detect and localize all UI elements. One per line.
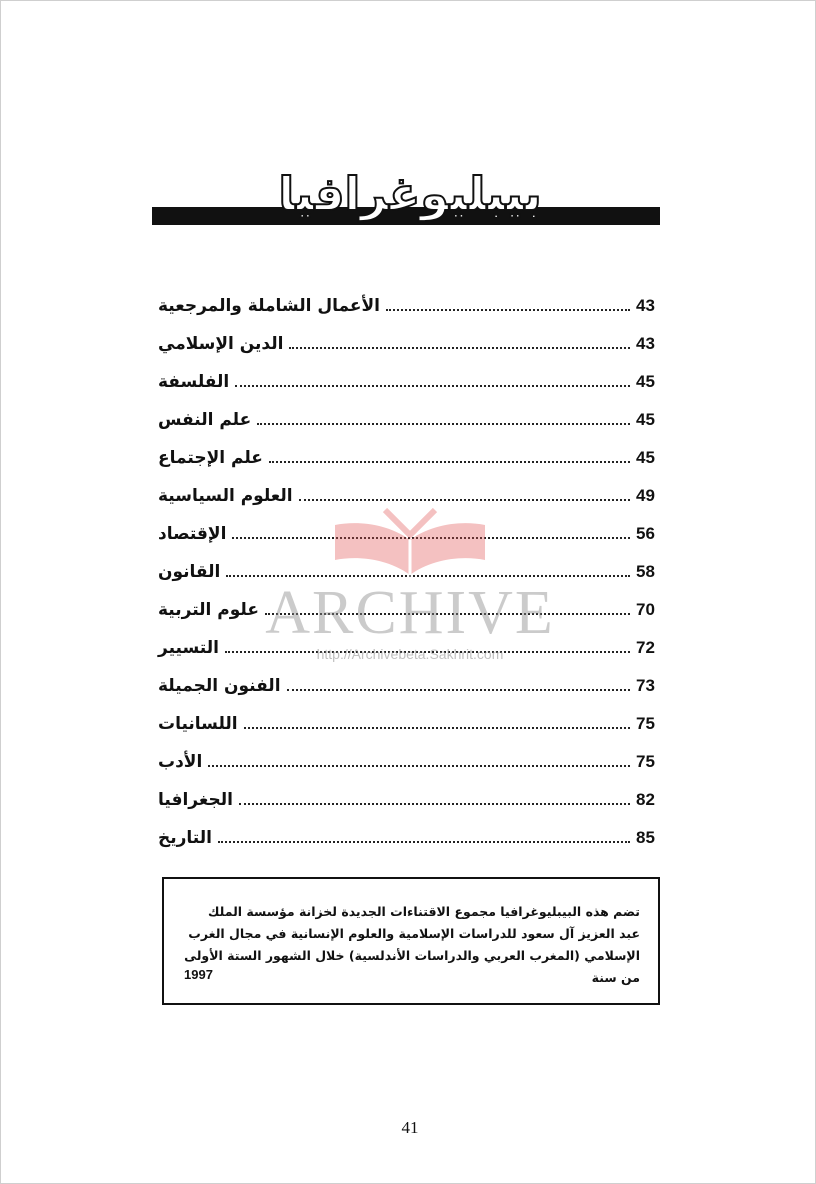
toc-leader: [257, 422, 630, 425]
toc-page-number: 58: [636, 562, 655, 581]
archive-watermark: ARCHIVE: [265, 579, 555, 647]
toc-leader: [386, 308, 630, 311]
toc-page-number: 56: [636, 524, 655, 543]
toc-page-number: 72: [636, 638, 655, 657]
note-box: [162, 877, 660, 1005]
toc-page-number: 82: [636, 790, 655, 809]
toc-row[interactable]: [150, 714, 662, 752]
toc-row[interactable]: [150, 372, 662, 410]
toc-leader: [287, 688, 630, 691]
toc-title: الفنون الجميلة: [158, 676, 281, 696]
toc-title: العلوم السياسية: [158, 486, 293, 506]
toc-title: الدين الإسلامي: [158, 334, 284, 354]
toc-page-number: 45: [636, 448, 655, 467]
toc-page-number: 70: [636, 600, 655, 619]
toc-leader: [299, 498, 630, 501]
toc-row[interactable]: [150, 296, 662, 334]
watermark-url: http://Archivebeta.Sakhrit.com: [316, 646, 504, 662]
toc-leader: [235, 384, 630, 387]
toc-row[interactable]: [150, 828, 662, 866]
page-heading: بيبليوغرافيا: [278, 167, 542, 221]
toc-title: الجغرافيا: [158, 790, 233, 810]
toc-title: علم النفس: [158, 410, 252, 430]
toc-title: الأدب: [158, 752, 203, 772]
toc-leader: [239, 802, 630, 805]
toc-leader: [244, 726, 630, 729]
toc-page-number: 43: [636, 296, 655, 315]
toc-page-number: 45: [636, 410, 655, 429]
toc-leader: [269, 460, 630, 463]
toc-title: علوم التربية: [158, 600, 259, 620]
toc-title: اللسانيات: [158, 714, 238, 734]
toc-page-number: 75: [636, 752, 655, 771]
toc-row[interactable]: [150, 410, 662, 448]
toc-row[interactable]: [150, 752, 662, 790]
note-year: 1997: [184, 967, 213, 982]
toc-page-number: 75: [636, 714, 655, 733]
toc-row[interactable]: [150, 448, 662, 486]
toc-title: التسيير: [158, 638, 219, 658]
toc-title: القانون: [158, 562, 221, 582]
toc-leader: [289, 346, 630, 349]
toc-row[interactable]: [150, 334, 662, 372]
toc-title: الأعمال الشاملة والمرجعية: [158, 296, 380, 316]
toc-page-number: 43: [636, 334, 655, 353]
toc-title: التاريخ: [158, 828, 212, 848]
toc-page-number: 45: [636, 372, 655, 391]
toc-leader: [218, 840, 630, 843]
toc-page-number: 49: [636, 486, 655, 505]
note-text: تضم هذه البيبليوغرافيا مجموع الاقتناءات الجديدة لخزانة مؤسسة الملك عبد العزيز آل سعود للدراسات الإسلامية والعلوم الإنسانية في مجال الغرب الإسلامي (المغرب العربي والدراسات الأندلسية) خلال الشهور الستة الأولى من سنة: [184, 904, 640, 985]
toc-title: الفلسفة: [158, 372, 230, 392]
toc-title: الإقتصاد: [158, 524, 227, 544]
toc-row[interactable]: [150, 676, 662, 714]
toc-page-number: 85: [636, 828, 655, 847]
toc-row[interactable]: [150, 790, 662, 828]
toc-leader: [208, 764, 630, 767]
toc-title: علم الإجتماع: [158, 448, 263, 468]
toc-page-number: 73: [636, 676, 655, 695]
page-number: 41: [401, 1118, 419, 1137]
